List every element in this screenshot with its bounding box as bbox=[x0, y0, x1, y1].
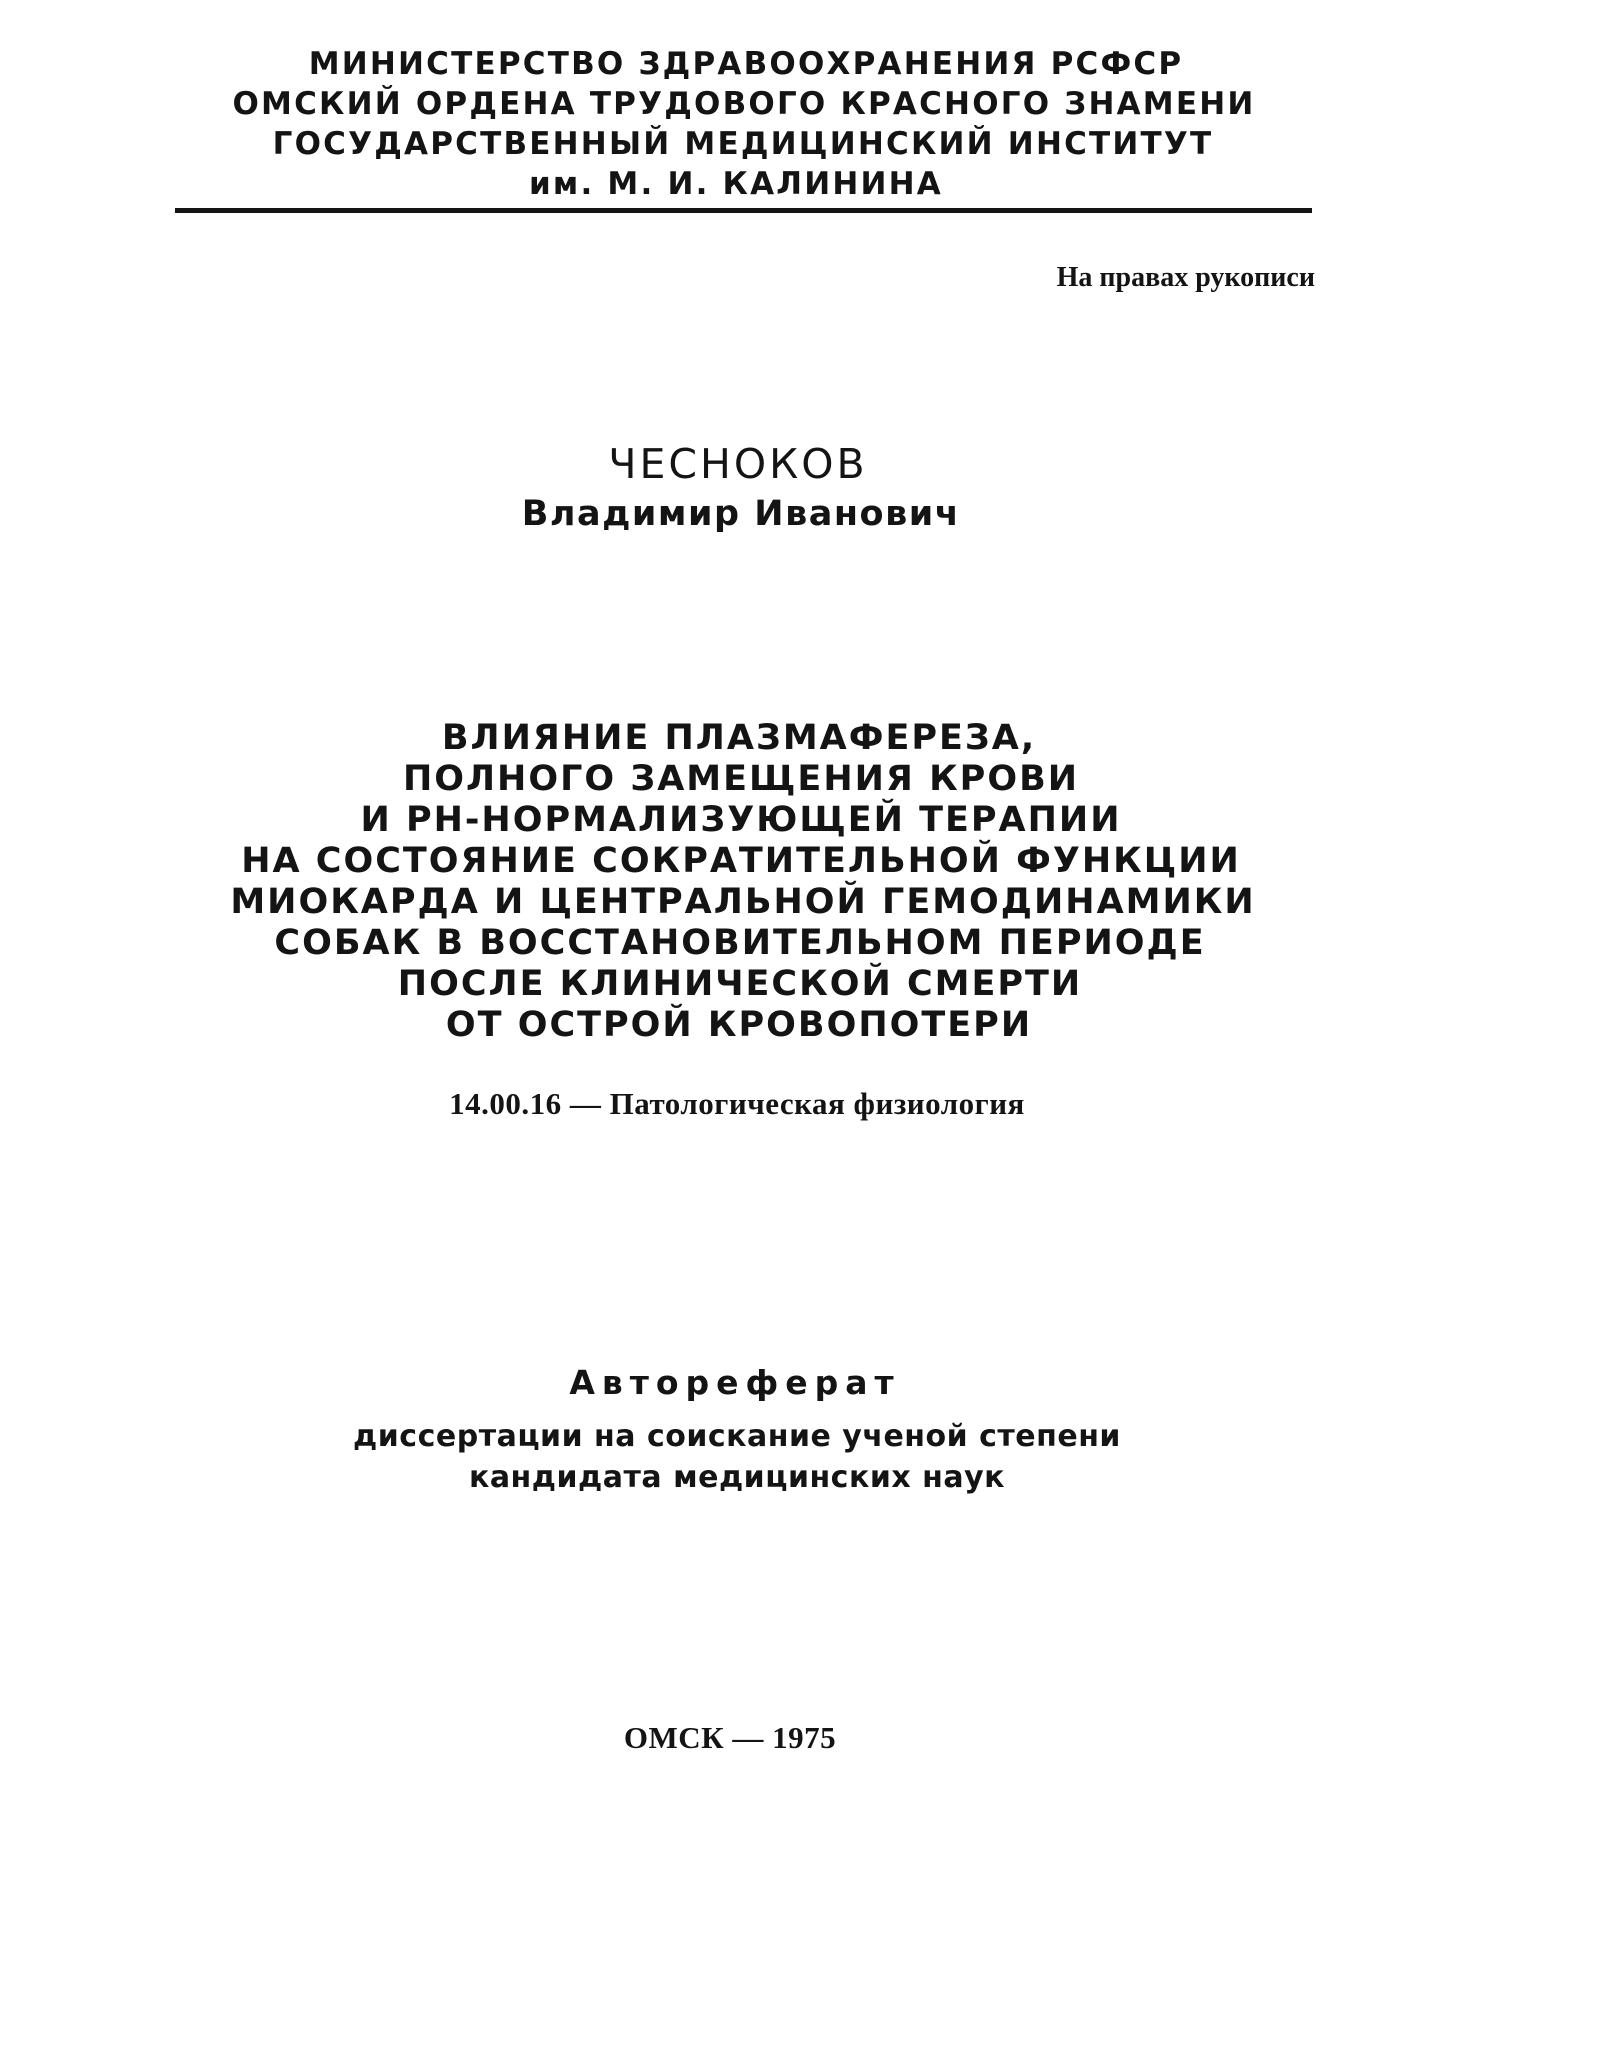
header-line-ministry: МИНИСТЕРСТВО ЗДРАВООХРАНЕНИЯ РСФСР bbox=[308, 46, 1184, 82]
title-line: СОБАК В ВОССТАНОВИТЕЛЬНОМ ПЕРИОДЕ bbox=[274, 923, 1206, 963]
title-line: ОТ ОСТРОЙ КРОВОПОТЕРИ bbox=[445, 1005, 1033, 1045]
specialty-code: 14.00.16 — Патологическая физиология bbox=[449, 1086, 1025, 1121]
imprint-city-year: ОМСК — 1975 bbox=[623, 1720, 837, 1755]
header-line-state-medical: ГОСУДАРСТВЕННЫЙ МЕДИЦИНСКИЙ ИНСТИТУТ bbox=[272, 126, 1214, 162]
manuscript-note: На правах рукописи bbox=[1056, 262, 1315, 293]
header-line-institute: ОМСКИЙ ОРДЕНА ТРУДОВОГО КРАСНОГО ЗНАМЕНИ bbox=[232, 86, 1256, 122]
degree-line: кандидата медицинских наук bbox=[468, 1460, 1006, 1495]
title-line: МИОКАРДА И ЦЕНТРАЛЬНОЙ ГЕМОДИНАМИКИ bbox=[230, 882, 1256, 922]
header-line-named-after: им. М. И. КАЛИНИНА bbox=[528, 166, 944, 202]
degree-line: диссертации на соискание ученой степени bbox=[353, 1419, 1121, 1454]
title-line: НА СОСТОЯНИЕ СОКРАТИТЕЛЬНОЙ ФУНКЦИИ bbox=[241, 841, 1241, 881]
title-line: ВЛИЯНИЕ ПЛАЗМАФЕРЕЗА, bbox=[441, 718, 1037, 758]
author-name: Владимир Иванович bbox=[521, 494, 961, 534]
header-divider bbox=[175, 208, 1312, 213]
title-line: ПОЛНОГО ЗАМЕЩЕНИЯ КРОВИ bbox=[402, 759, 1080, 799]
author-surname: ЧЕСНОКОВ bbox=[608, 440, 868, 488]
title-line: ПОСЛЕ КЛИНИЧЕСКОЙ СМЕРТИ bbox=[397, 964, 1083, 1004]
document-type: Автореферат bbox=[569, 1363, 901, 1402]
title-line: И PH-НОРМАЛИЗУЮЩЕЙ ТЕРАПИИ bbox=[360, 800, 1122, 840]
